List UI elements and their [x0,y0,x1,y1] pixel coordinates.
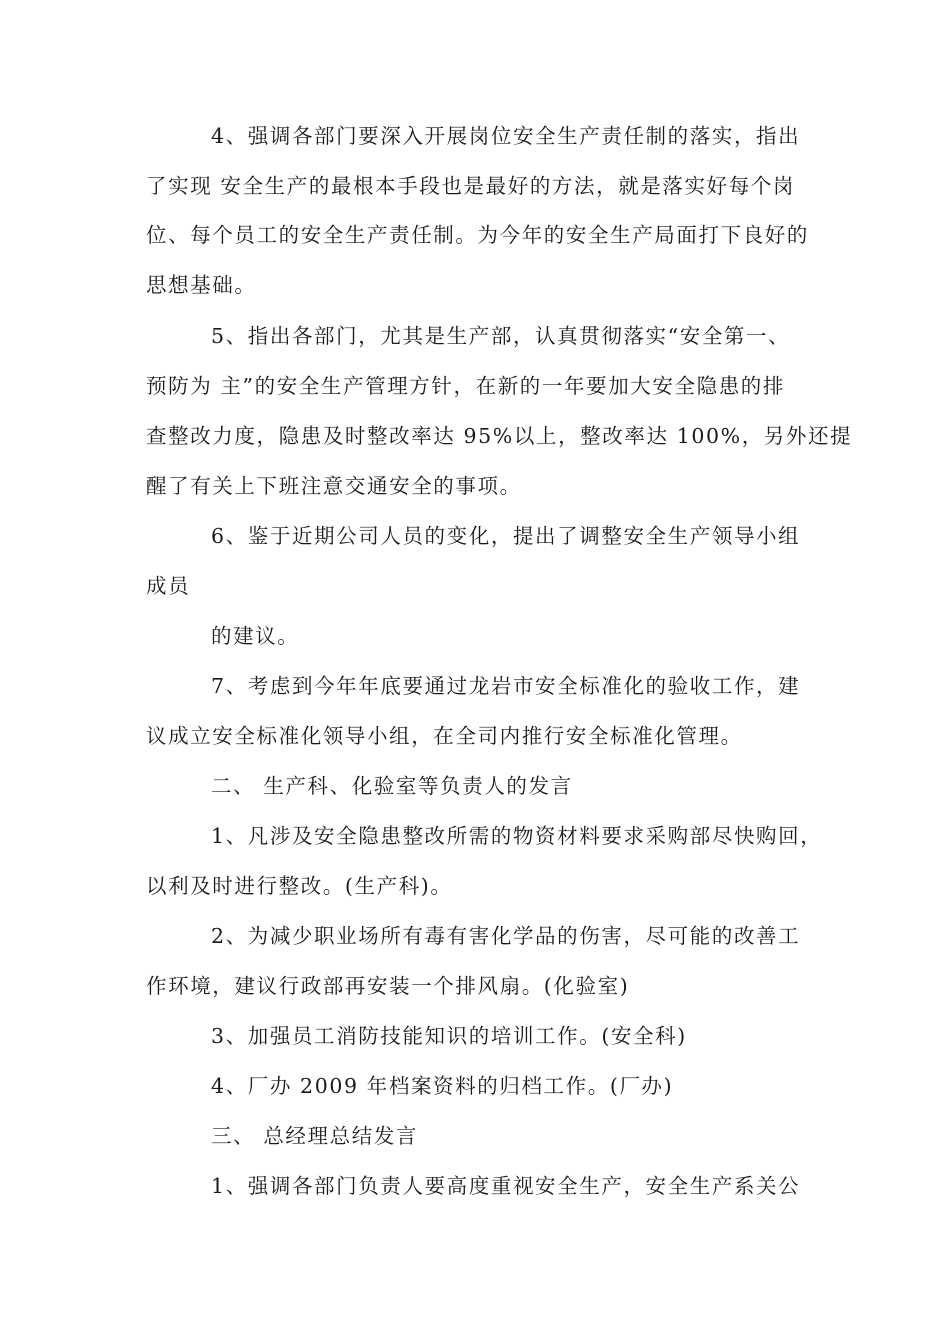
text-line-6: 预防为 主”的安全生产管理方针，在新的一年要加大安全隐患的排 [146,374,785,398]
text-line-12: 7、考虑到今年年底要通过龙岩市安全标准化的验收工作，建 [211,674,801,698]
text-line-17: 2、为减少职业场所有毒有害化学品的伤害，尽可能的改善工 [211,924,801,948]
text-line-4: 思想基础。 [146,273,257,297]
text-line-9: 6、鉴于近期公司人员的变化，提出了调整安全生产领导小组 [211,524,801,548]
section-heading-3: 三、 总经理总结发言 [211,1124,419,1148]
text-line-2: 了实现 安全生产的最根本手段也是最好的方法，就是落实好每个岗 [146,174,796,198]
text-line-15: 1、凡涉及安全隐患整改所需的物资材料要求采购部尽快购回， [211,824,823,848]
section-heading-2: 二、 生产科、化验室等负责人的发言 [211,774,573,798]
text-line-5: 5、指出各部门，尤其是生产部，认真贯彻落实“安全第一、 [211,324,791,348]
text-line-19: 3、加强员工消防技能知识的培训工作。(安全科) [211,1024,687,1048]
text-line-1: 4、强调各部门要深入开展岗位安全生产责任制的落实，指出 [211,124,801,148]
text-line-7: 查整改力度，隐患及时整改率达 95%以上，整改率达 100%，另外还提 [146,424,853,448]
text-line-16: 以利及时进行整改。(生产科)。 [146,874,453,898]
text-line-20: 4、厂办 2009 年档案资料的归档工作。(厂办) [211,1074,674,1098]
text-line-13: 议成立安全标准化领导小组，在全司内推行安全标准化管理。 [146,724,743,748]
text-line-8: 醒了有关上下班注意交通安全的事项。 [146,474,522,498]
text-line-3: 位、每个员工的安全生产责任制。为今年的安全生产局面打下良好的 [146,223,809,247]
text-line-10: 成员 [146,574,191,598]
text-line-18: 作环境，建议行政部再安装一个排风扇。(化验室) [146,974,630,998]
text-line-22: 1、强调各部门负责人要高度重视安全生产，安全生产系关公 [211,1174,801,1198]
text-line-11: 的建议。 [211,624,300,648]
